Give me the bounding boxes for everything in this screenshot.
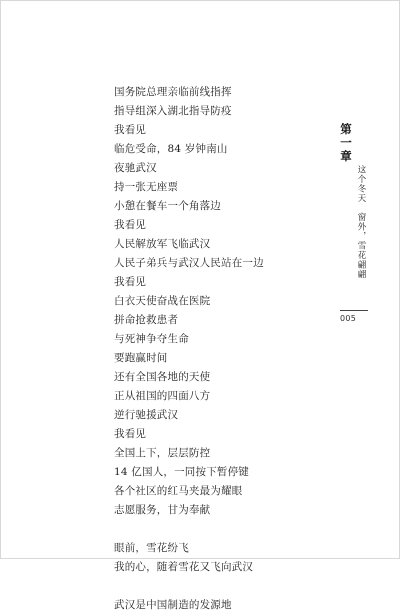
poem-line: 指导组深入湖北指导防疫 — [114, 105, 232, 117]
poem-line: 我看见 — [114, 124, 147, 136]
poem-line: 我看见 — [114, 428, 147, 440]
poem-line: 还有全国各地的天使 — [114, 371, 211, 383]
poem-line: 各个社区的红马夹最为耀眼 — [114, 485, 243, 497]
poem-line: 要跑赢时间 — [114, 352, 168, 364]
chapter-label: 第一章 — [339, 123, 353, 164]
poem-line: 我看见 — [114, 276, 147, 288]
page-number: 005 — [340, 314, 357, 323]
poem-line: 与死神争夺生命 — [114, 333, 189, 345]
running-header — [339, 123, 368, 309]
poem-line: 人民解放军飞临武汉 — [114, 238, 211, 250]
page-number-rule — [340, 310, 368, 311]
poem-line: 临危受命，84 岁钟南山 — [114, 143, 228, 155]
stanza-break — [114, 520, 334, 539]
stanza-break — [114, 577, 334, 596]
poem-line: 志愿服务，甘为奉献 — [114, 504, 211, 516]
poem-line: 武汉是中国制造的发源地 — [114, 599, 232, 611]
poem-line: 逆行驰援武汉 — [114, 409, 179, 421]
poem-line: 眼前，雪花纷飞 — [114, 542, 189, 554]
poem-line: 国务院总理亲临前线指挥 — [114, 86, 232, 98]
poem-line: 我的心，随着雪花又飞向武汉 — [114, 561, 254, 573]
chapter-title: 这个冬天 窗外，雪花翩翩 — [356, 165, 366, 279]
poem-line: 14 亿国人，一同按下暂停键 — [114, 466, 249, 478]
poem-line: 人民子弟兵与武汉人民站在一边 — [114, 257, 264, 269]
poem-line: 持一张无座票 — [114, 181, 179, 193]
poem-line: 拼命抢救患者 — [114, 314, 179, 326]
poem-line: 正从祖国的四面八方 — [114, 390, 211, 402]
poem-line: 全国上下，层层防控 — [114, 447, 211, 459]
poem-body — [114, 83, 334, 615]
poem-line: 夜驰武汉 — [114, 162, 157, 174]
poem-line: 白衣天使奋战在医院 — [114, 295, 211, 307]
poem-line: 我看见 — [114, 219, 147, 231]
poem-line: 小憩在餐车一个角落边 — [114, 200, 221, 212]
